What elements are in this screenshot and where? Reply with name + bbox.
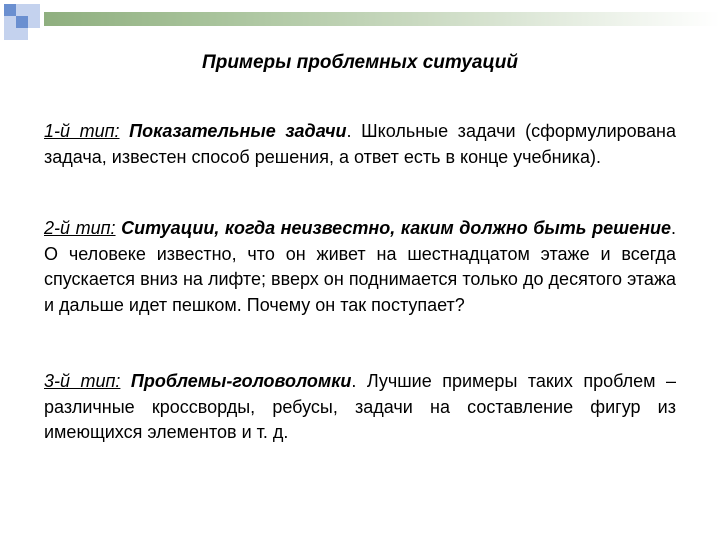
heading-period: . xyxy=(346,121,352,141)
heading-period: . xyxy=(351,371,357,391)
banner-square-dark xyxy=(4,4,16,16)
type-label: 1-й тип: xyxy=(44,121,120,141)
paragraph-type-3 xyxy=(44,369,676,446)
banner-square-light xyxy=(4,16,16,28)
banner-gradient-bar xyxy=(44,12,720,26)
banner-square-dark xyxy=(16,16,28,28)
heading-period: . xyxy=(670,218,676,238)
type-label: 2-й тип: xyxy=(44,218,116,238)
banner-square-light xyxy=(28,16,40,28)
type-heading: Проблемы-головоломки xyxy=(130,371,352,391)
paragraph-type-1 xyxy=(44,119,676,170)
type-heading: Показательные задачи xyxy=(129,121,347,141)
decorative-banner xyxy=(0,0,720,40)
banner-square-light xyxy=(4,28,16,40)
type-heading: Ситуации, когда неизвестно, каким должно быть решение xyxy=(121,218,671,238)
banner-square-light xyxy=(16,4,28,16)
slide-title: Примеры проблемных ситуаций xyxy=(202,52,518,73)
paragraph-type-2 xyxy=(44,216,676,318)
paragraph-body: О человеке известно, что он живет на шестнадцатом этаже и всегда спускается вниз на лифте; вверх он поднимается только до десятого этажа и дальше идет пешком. Почему он так поступает? xyxy=(44,243,676,315)
paragraph-body: Лучшие примеры таких проблем – различные кроссворды, ребусы, задачи на составление фигур из имеющихся элементов и т. д. xyxy=(44,371,676,442)
banner-square-light xyxy=(28,4,40,16)
banner-square-light xyxy=(16,28,28,40)
type-label: 3-й тип: xyxy=(44,371,121,391)
paragraph-body: Школьные задачи (сформулирована задача, известен способ решения, а ответ есть в конце учебника). xyxy=(44,121,677,167)
